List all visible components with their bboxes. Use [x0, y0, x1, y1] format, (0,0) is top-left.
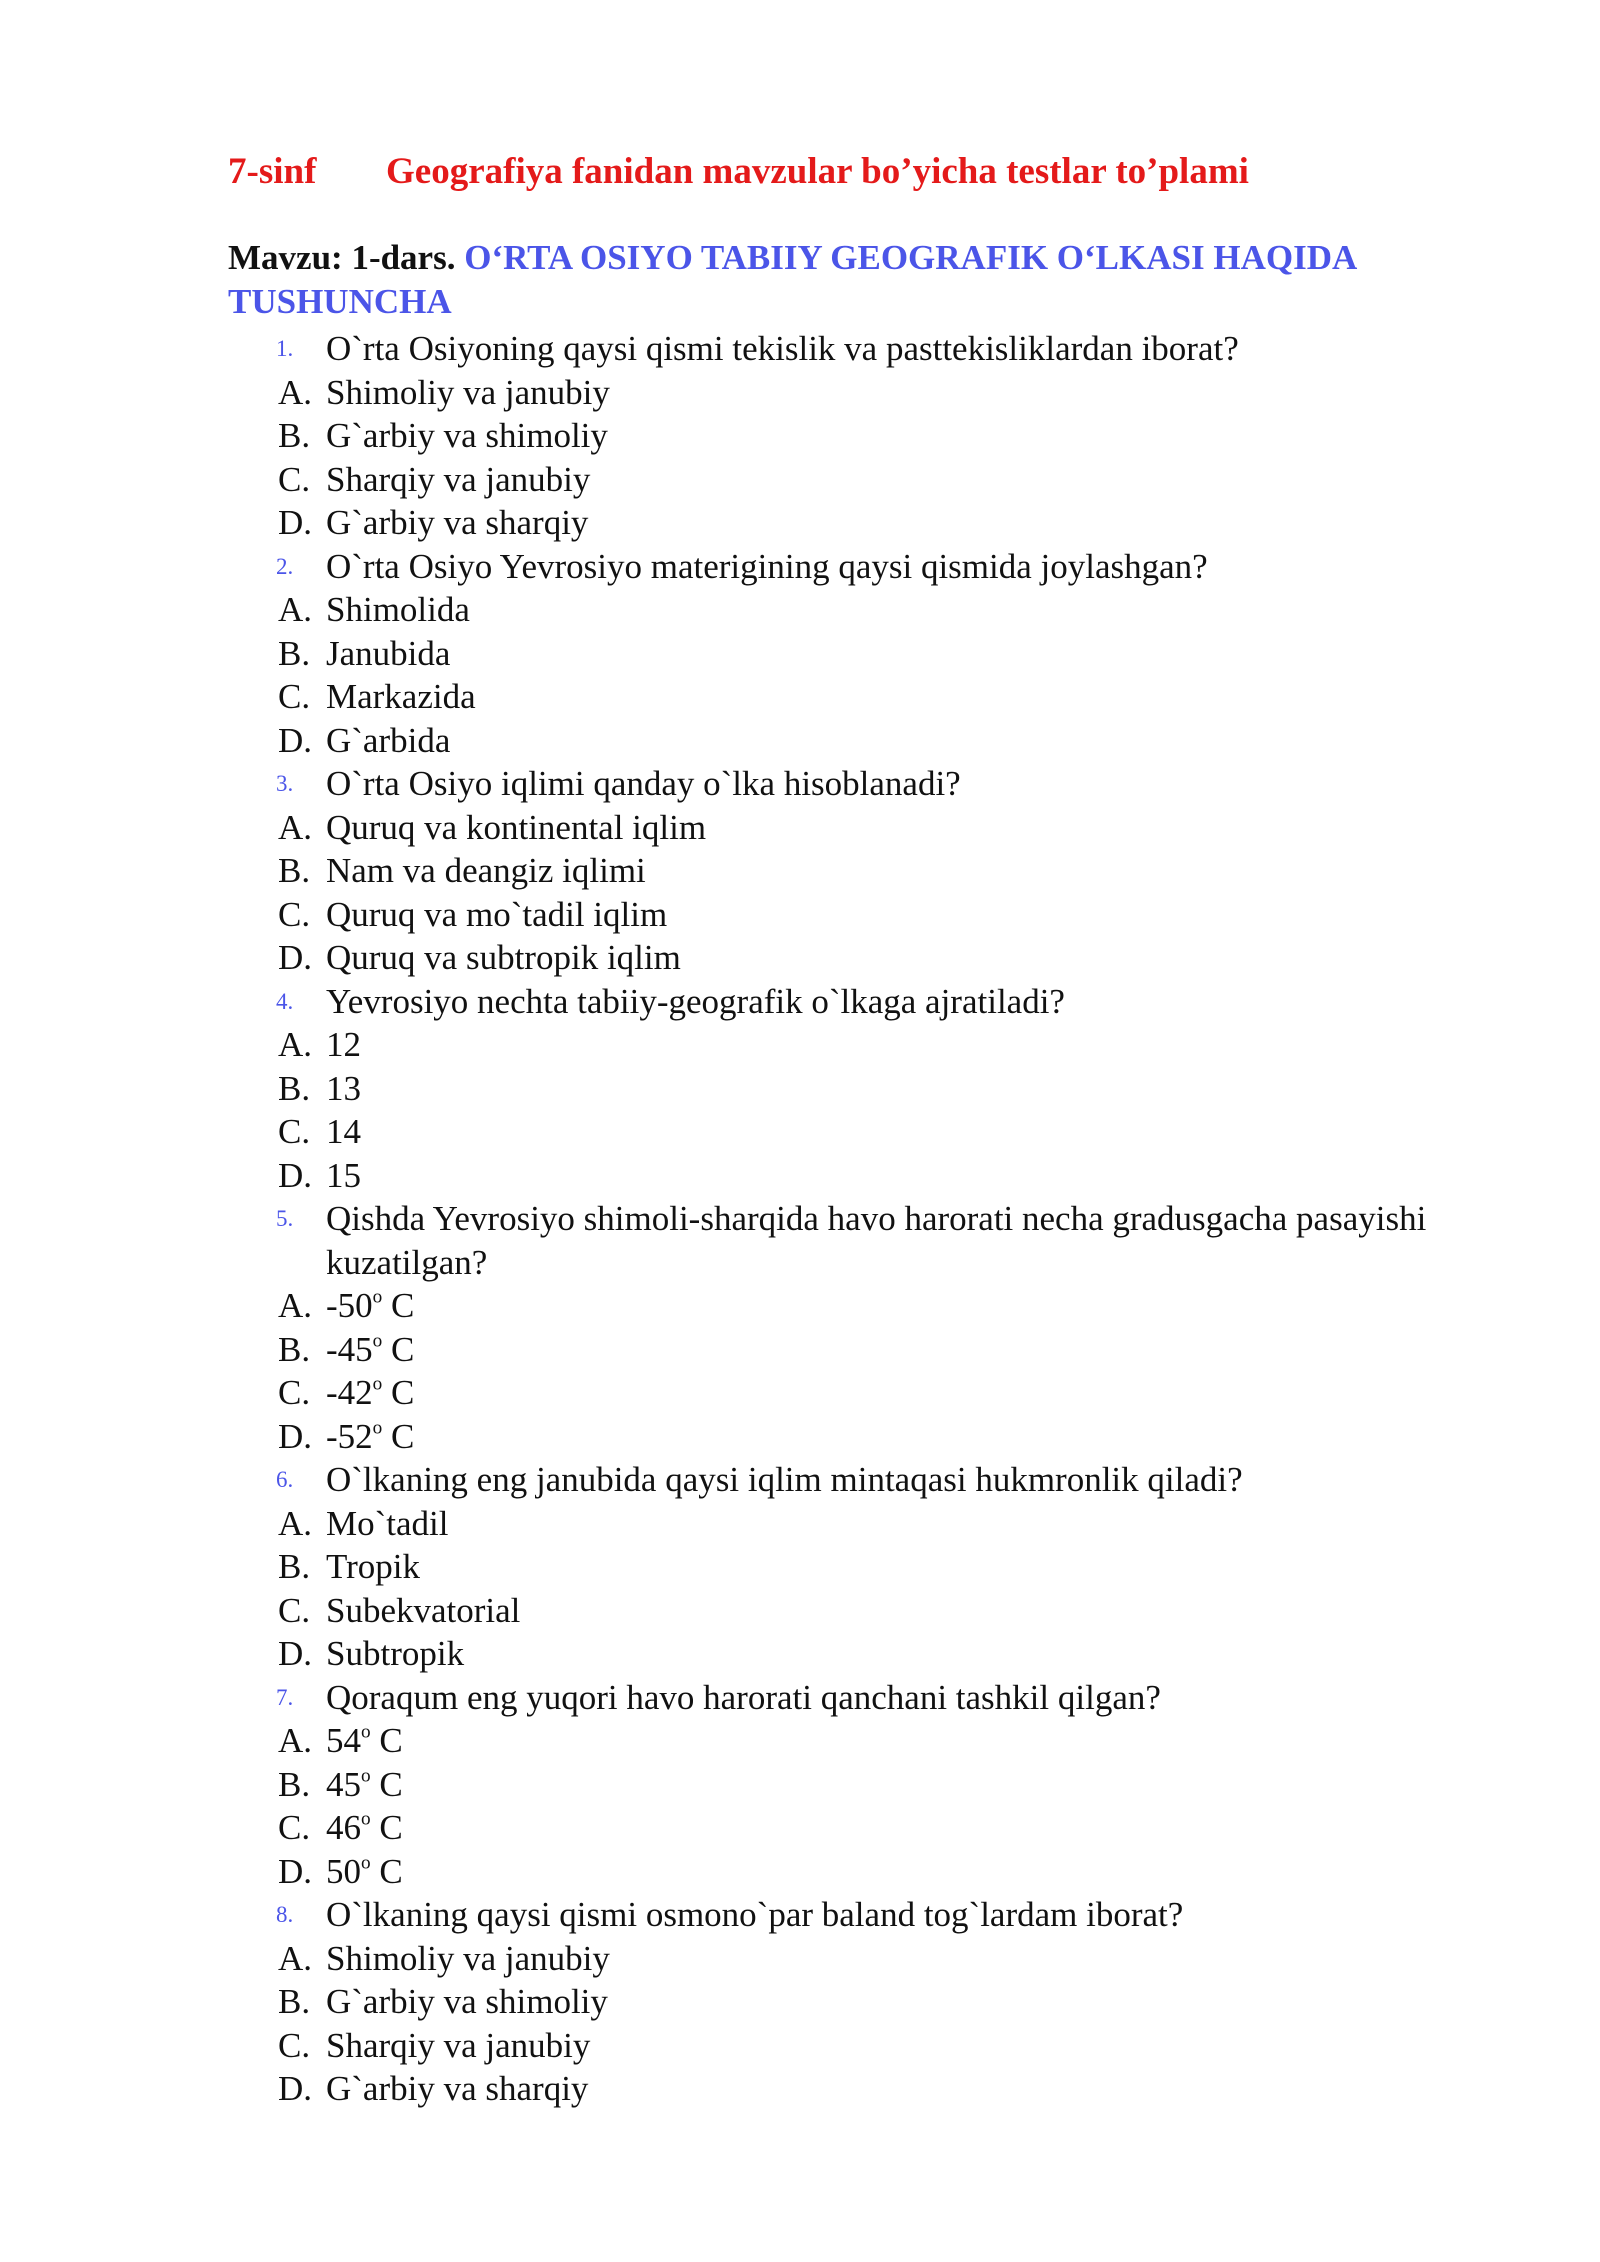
question-number: 7.	[276, 1684, 294, 1710]
answer-option	[228, 2024, 1428, 2068]
answer-option	[228, 1589, 1428, 1633]
question-row	[228, 327, 1428, 371]
question-block	[228, 1676, 1428, 1894]
option-text: Subtropik	[326, 1634, 465, 1673]
question-row	[228, 762, 1428, 806]
option-value: -45	[326, 1329, 373, 1369]
option-letter: D.	[278, 1851, 313, 1891]
option-unit: C	[370, 1808, 403, 1847]
degree-mark: o	[361, 1721, 371, 1743]
option-letter: C.	[278, 894, 311, 934]
option-letter: C.	[278, 1808, 311, 1847]
question-list	[228, 327, 1428, 2111]
option-text: G`arbida	[326, 720, 451, 760]
question-block	[228, 762, 1428, 980]
question-block	[228, 1197, 1428, 1458]
answer-option	[228, 632, 1428, 676]
answer-option	[228, 719, 1428, 763]
question-block	[228, 1458, 1428, 1676]
question-row	[228, 545, 1428, 589]
topic-title: O‘RTA OSIYO TABIIY GEOGRAFIK O‘LKASI HAQIDA TUSHUNCHA	[228, 238, 1356, 321]
question-text: Yevrosiyo nechta tabiiy-geografik o`lkaga ajratiladi?	[326, 981, 1065, 1021]
option-letter: B.	[278, 416, 311, 455]
option-text: Quruq va mo`tadil iqlim	[326, 894, 668, 934]
question-number: 1.	[276, 336, 294, 361]
answer-option	[228, 1067, 1428, 1111]
option-unit: C	[382, 1416, 415, 1456]
option-letter: B.	[278, 1329, 311, 1369]
answer-option	[228, 675, 1428, 719]
question-block	[228, 1893, 1428, 2111]
document-header	[228, 150, 1249, 193]
answer-option	[228, 371, 1428, 415]
option-letter: A.	[278, 1503, 313, 1543]
option-letter: C.	[278, 459, 311, 499]
option-letter: A.	[278, 1025, 313, 1064]
answer-option	[228, 1763, 1428, 1807]
option-text: Shimolida	[326, 590, 470, 629]
option-letter: A.	[278, 372, 313, 412]
option-text: G`arbiy va sharqiy	[326, 503, 589, 542]
question-row	[228, 1676, 1428, 1720]
question-row	[228, 980, 1428, 1024]
answer-option	[228, 1284, 1428, 1328]
answer-option	[228, 936, 1428, 980]
option-value: -42	[326, 1373, 373, 1412]
question-number: 8.	[276, 1902, 294, 1927]
option-unit: C	[382, 1329, 415, 1369]
option-text: Quruq va subtropik iqlim	[326, 938, 681, 977]
option-text: G`arbiy va shimoliy	[326, 1982, 608, 2021]
option-letter: A.	[278, 1938, 313, 1978]
option-letter: B.	[278, 1982, 311, 2021]
option-unit: C	[382, 1373, 415, 1412]
option-value: 46	[326, 1808, 361, 1847]
option-text: Shimoliy va janubiy	[326, 1938, 610, 1978]
degree-mark: o	[361, 1852, 371, 1874]
option-letter: D.	[278, 1416, 313, 1456]
option-value: 45	[326, 1764, 361, 1804]
question-text: O`rta Osiyo iqlimi qanday o`lka hisoblanadi?	[326, 764, 961, 803]
answer-option	[228, 2067, 1428, 2111]
option-unit: C	[370, 1721, 403, 1760]
degree-mark: o	[372, 1417, 383, 1439]
question-block	[228, 327, 1428, 545]
question-text: O`lkaning qaysi qismi osmono`par baland tog`lardam iborat?	[326, 1895, 1184, 1934]
question-text: O`lkaning eng janubida qaysi iqlim mintaqasi hukmronlik qiladi?	[326, 1460, 1243, 1499]
question-number: 3.	[276, 771, 294, 796]
answer-option	[228, 458, 1428, 502]
option-text: Shimoliy va janubiy	[326, 372, 610, 412]
answer-option	[228, 414, 1428, 458]
answer-option	[228, 1980, 1428, 2024]
answer-option	[228, 1632, 1428, 1676]
answer-option	[228, 1328, 1428, 1372]
option-text: Markazida	[326, 677, 476, 716]
option-letter: A.	[278, 1721, 313, 1760]
answer-option	[228, 501, 1428, 545]
option-text: Subekvatorial	[326, 1590, 521, 1630]
answer-option	[228, 1154, 1428, 1198]
question-number: 5.	[276, 1206, 294, 1231]
option-letter: D.	[278, 503, 313, 542]
grade-label: 7-sinf	[228, 151, 317, 192]
topic-prefix: Mavzu: 1-dars.	[228, 238, 456, 277]
degree-mark: o	[372, 1373, 383, 1395]
question-text: Qoraqum eng yuqori havo harorati qanchani tashkil qilgan?	[326, 1677, 1161, 1717]
degree-mark: o	[361, 1808, 371, 1830]
option-value: 54	[326, 1721, 361, 1760]
answer-option	[228, 893, 1428, 937]
option-unit: C	[382, 1286, 415, 1325]
option-letter: A.	[278, 590, 313, 629]
option-value: -52	[326, 1416, 373, 1456]
answer-option	[228, 1937, 1428, 1981]
degree-mark: o	[372, 1330, 383, 1352]
option-unit: C	[370, 1764, 403, 1804]
option-letter: B.	[278, 633, 311, 673]
option-text: 14	[326, 1112, 361, 1151]
question-row	[228, 1458, 1428, 1502]
topic-heading	[228, 236, 1498, 323]
option-letter: B.	[278, 1547, 311, 1586]
option-letter: C.	[278, 1373, 311, 1412]
degree-mark: o	[361, 1765, 371, 1787]
answer-option	[228, 1719, 1428, 1763]
answer-option	[228, 1371, 1428, 1415]
option-text: G`arbiy va sharqiy	[326, 2069, 589, 2108]
option-letter: C.	[278, 677, 311, 716]
option-letter: D.	[278, 938, 313, 977]
option-text: Sharqiy va janubiy	[326, 459, 591, 499]
answer-option	[228, 1850, 1428, 1894]
option-text: Sharqiy va janubiy	[326, 2025, 591, 2065]
option-letter: A.	[278, 807, 313, 847]
question-text: Qishda Yevrosiyo shimoli-sharqida havo harorati necha gradusgacha pasayishi kuzatilgan?	[326, 1199, 1427, 1282]
answer-option	[228, 1502, 1428, 1546]
question-text: O`rta Osiyo Yevrosiyo materigining qaysi qismida joylashgan?	[326, 546, 1208, 586]
answer-option	[228, 1545, 1428, 1589]
question-number: 4.	[276, 988, 294, 1014]
question-block	[228, 980, 1428, 1198]
question-text: O`rta Osiyoning qaysi qismi tekislik va pasttekisliklardan iborat?	[326, 329, 1239, 368]
option-letter: D.	[278, 1155, 313, 1195]
option-letter: A.	[278, 1286, 313, 1325]
option-text: 12	[326, 1025, 361, 1064]
question-row	[228, 1893, 1428, 1937]
option-value: -50	[326, 1286, 373, 1325]
option-text: Quruq va kontinental iqlim	[326, 807, 707, 847]
question-block	[228, 545, 1428, 763]
question-number: 2.	[276, 553, 294, 579]
option-letter: B.	[278, 1764, 311, 1804]
option-text: G`arbiy va shimoliy	[326, 416, 608, 455]
option-letter: D.	[278, 720, 313, 760]
option-letter: D.	[278, 1634, 313, 1673]
option-text: Janubida	[326, 633, 451, 673]
option-letter: B.	[278, 851, 311, 890]
option-letter: C.	[278, 2025, 311, 2065]
option-text: 13	[326, 1068, 361, 1108]
option-value: 50	[326, 1851, 361, 1891]
answer-option	[228, 806, 1428, 850]
option-text: 15	[326, 1155, 361, 1195]
option-unit: C	[370, 1851, 403, 1891]
option-text: Nam va deangiz iqlimi	[326, 851, 646, 890]
question-number: 6.	[276, 1467, 294, 1492]
option-letter: B.	[278, 1068, 311, 1108]
answer-option	[228, 849, 1428, 893]
option-letter: D.	[278, 2069, 313, 2108]
document-title: Geografiya fanidan mavzular bo’yicha testlar to’plami	[386, 151, 1249, 192]
answer-option	[228, 588, 1428, 632]
question-row	[228, 1197, 1428, 1284]
answer-option	[228, 1110, 1428, 1154]
degree-mark: o	[372, 1286, 383, 1308]
option-text: Tropik	[326, 1547, 421, 1586]
option-text: Mo`tadil	[326, 1503, 449, 1543]
answer-option	[228, 1023, 1428, 1067]
answer-option	[228, 1415, 1428, 1459]
option-letter: C.	[278, 1590, 311, 1630]
option-letter: C.	[278, 1112, 311, 1151]
answer-option	[228, 1806, 1428, 1850]
